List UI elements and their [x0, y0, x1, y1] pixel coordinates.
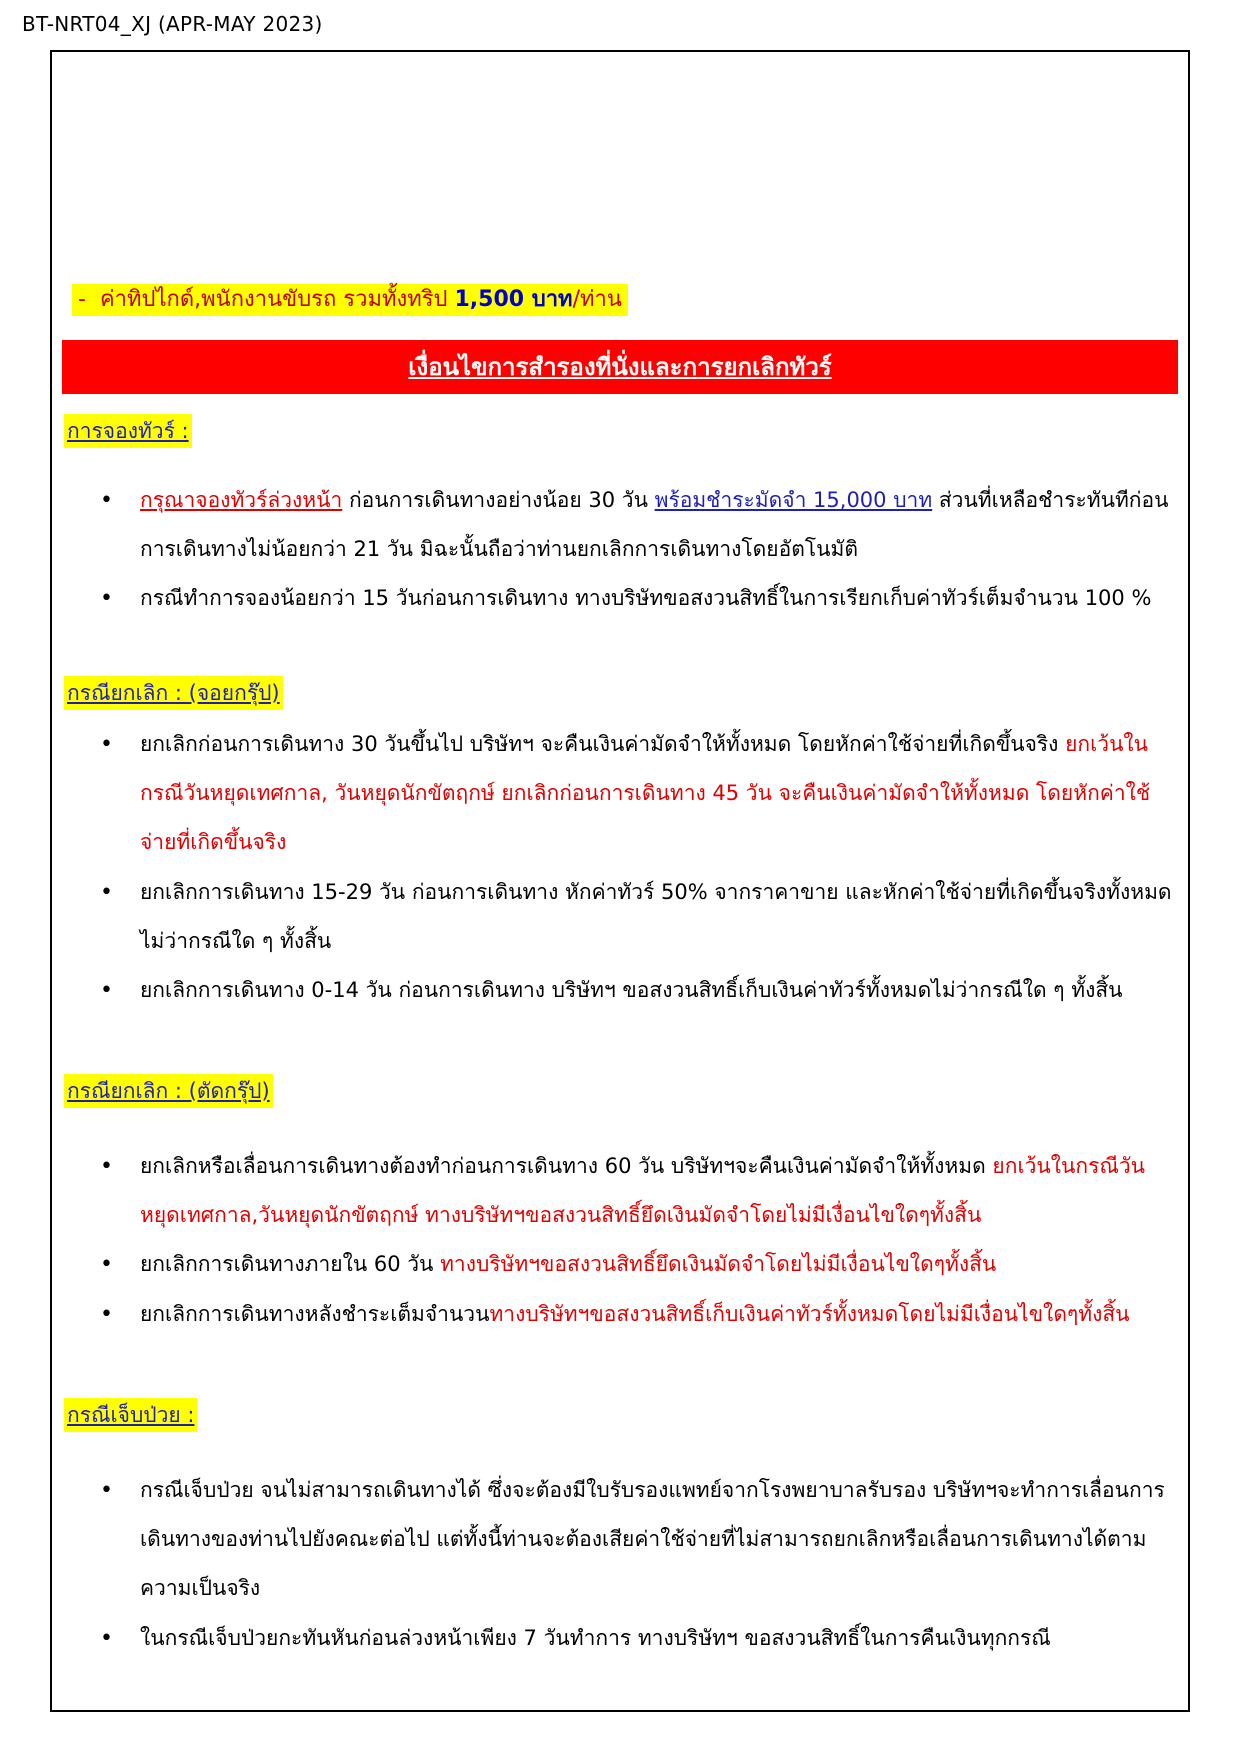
cancel-private-item-2-text: [140, 1240, 1178, 1289]
cancel-private-item-2-red: ทางบริษัทฯขอสงวนสิทธิ์ยึดเงินมัดจำโดยไม่มีเงื่อนไขใดๆทั้งสิ้น: [440, 1252, 997, 1276]
bullet-icon: •: [100, 1478, 113, 1503]
cancel-join-item-3: [100, 966, 1178, 1015]
illness-item-2: [100, 1614, 1178, 1663]
bullet-icon: •: [100, 488, 113, 513]
illness-item-1-text: กรณีเจ็บป่วย จนไม่สามารถเดินทางได้ ซึ่งจะต้องมีใบรับรองแพทย์จากโรงพยาบาลรับรอง บริษัทฯจะทำการเลื่อนการเดินทางของท่านไปยังคณะต่อไป แต่ทั้งนี้ท่านจะต้องเสียค่าใช้จ่ายที่ไม่สามารถยกเลิกหรือเลื่อนการเดินทางได้ตามความเป็นจริง: [140, 1478, 1165, 1600]
illness-item-2-text: ในกรณีเจ็บป่วยกะทันหันก่อนล่วงหน้าเพียง 7 วันทำการ ทางบริษัทฯ ขอสงวนสิทธิ์ในการคืนเงินทุกกรณี: [140, 1626, 1051, 1650]
illness-item-1: [100, 1466, 1178, 1613]
tip-amount: 1,500 บาท: [454, 287, 573, 312]
cancel-join-item-1-red: ยกเว้นในกรณีวันหยุดเทศกาล, วันหยุดนักขัตฤกษ์ ยกเลิกก่อนการเดินทาง 45 วัน จะคืนเงินค่ามัดจำให้ทั้งหมด โดยหักค่าใช้จ่ายที่เกิดขึ้นจริง: [140, 732, 1151, 854]
booking-item-1-text: [140, 476, 1178, 574]
bullet-icon: •: [100, 1154, 113, 1179]
cancel-join-heading: กรณียกเลิก : (จอยกรุ๊ป): [64, 676, 283, 710]
bullet-icon: •: [100, 1302, 113, 1327]
cancel-join-item-1-text: [140, 720, 1178, 867]
cancel-private-item-2: [100, 1240, 1178, 1289]
illness-heading: กรณีเจ็บป่วย :: [64, 1398, 197, 1432]
cancel-private-item-1: [100, 1142, 1178, 1240]
cancel-join-item-2: [100, 868, 1178, 966]
tip-dash: -: [78, 287, 86, 312]
bullet-icon: •: [100, 880, 113, 905]
booking-item-2-text: กรณีทำการจองน้อยกว่า 15 วันก่อนการเดินทาง ทางบริษัทขอสงวนสิทธิ์ในการเรียกเก็บค่าทัวร์เต็มจำนวน 100 %: [140, 586, 1152, 610]
booking-heading: [64, 414, 192, 448]
tip-unit: /ท่าน: [572, 287, 622, 312]
cancel-join-item-1: [100, 720, 1178, 867]
cancel-join-item-3-text: ยกเลิกการเดินทาง 0-14 วัน ก่อนการเดินทาง บริษัทฯ ขอสงวนสิทธิ์เก็บเงินค่าทัวร์ทั้งหมดไม่ว่ากรณีใด ๆ ทั้งสิ้น: [140, 978, 1123, 1002]
bullet-icon: •: [100, 1626, 113, 1651]
tip-text: ค่าทิปไกด์,พนักงานขับรถ รวมทั้งทริป: [99, 287, 455, 312]
booking-lead: กรุณาจองทัวร์ล่วงหน้า: [140, 488, 343, 512]
cancel-private-item-3-text: [140, 1290, 1178, 1339]
bullet-icon: •: [100, 978, 113, 1003]
tip-line: [72, 284, 628, 316]
cancel-private-item-1-text: [140, 1142, 1178, 1240]
cancel-private-heading: กรณียกเลิก : (ตัดกรุ๊ป): [64, 1074, 273, 1108]
cancel-private-item-1-black: ยกเลิกหรือเลื่อนการเดินทางต้องทำก่อนการเดินทาง 60 วัน บริษัทฯจะคืนเงินค่ามัดจำให้ทั้งหมด: [140, 1154, 993, 1178]
booking-heading-suffix: :: [174, 419, 189, 443]
cancel-private-item-2-black: ยกเลิกการเดินทางภายใน 60 วัน: [140, 1252, 441, 1276]
bullet-icon: •: [100, 586, 113, 611]
booking-heading-text: การจองทัวร์: [67, 419, 175, 443]
booking-mid: ก่อนการเดินทางอย่างน้อย 30 วัน: [342, 488, 655, 512]
bullet-icon: •: [100, 732, 113, 757]
document-code: BT-NRT04_XJ (APR-MAY 2023): [22, 12, 323, 36]
cancel-private-item-3-black: ยกเลิกการเดินทางหลังชำระเต็มจำนวน: [140, 1302, 490, 1326]
booking-rest: ส่วนที่เหลือชำระทันทีก่อนการเดินทางไม่น้อยกว่า 21 วัน มิฉะนั้นถือว่าท่านยกเลิกการเดินทางโดยอัตโนมัติ: [140, 488, 1169, 561]
bullet-icon: •: [100, 1252, 113, 1277]
booking-deposit: พร้อมชำระมัดจำ 15,000 บาท: [654, 488, 933, 512]
booking-item-2: [100, 574, 1178, 623]
cancel-join-item-1-black: ยกเลิกก่อนการเดินทาง 30 วันขึ้นไป บริษัทฯ จะคืนเงินค่ามัดจำให้ทั้งหมด โดยหักค่าใช้จ่ายที่เกิดขึ้นจริง: [140, 732, 1066, 756]
cancel-join-item-2-text: ยกเลิกการเดินทาง 15-29 วัน ก่อนการเดินทาง หักค่าทัวร์ 50% จากราคาขาย และหักค่าใช้จ่ายที่เกิดขึ้นจริงทั้งหมดไม่ว่ากรณีใด ๆ ทั้งสิ้น: [140, 880, 1172, 953]
cancel-private-item-3: [100, 1290, 1178, 1339]
cancel-private-item-3-red: ทางบริษัทฯขอสงวนสิทธิ์เก็บเงินค่าทัวร์ทั้งหมดโดยไม่มีเงื่อนไขใดๆทั้งสิ้น: [489, 1302, 1130, 1326]
conditions-banner: เงื่อนไขการสำรองที่นั่งและการยกเลิกทัวร์: [62, 340, 1178, 394]
booking-item-1: [100, 476, 1178, 574]
cancel-private-item-1-red: ยกเว้นในกรณีวันหยุดเทศกาล,วันหยุดนักขัตฤกษ์ ทางบริษัทฯขอสงวนสิทธิ์ยึดเงินมัดจำโดยไม่มีเงื่อนไขใดๆทั้งสิ้น: [140, 1154, 1145, 1227]
